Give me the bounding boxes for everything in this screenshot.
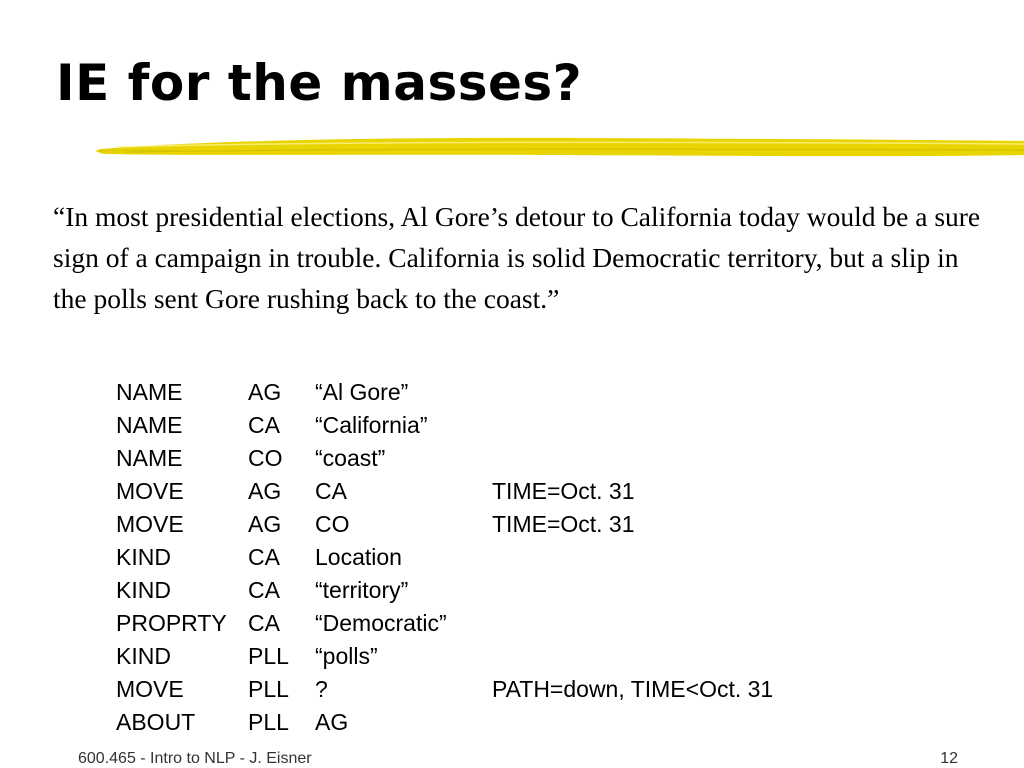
fact-arg2: Location	[315, 544, 402, 570]
fact-row	[116, 442, 852, 475]
fact-arg1: CA	[248, 577, 280, 603]
fact-relation: ABOUT	[116, 709, 196, 735]
fact-relation: KIND	[116, 577, 171, 603]
fact-row	[116, 607, 852, 640]
fact-row	[116, 376, 852, 409]
fact-attribute: TIME=Oct. 31	[492, 478, 635, 504]
highlighter-stroke	[96, 132, 1024, 162]
fact-relation: KIND	[116, 544, 171, 570]
fact-arg1: CA	[248, 544, 280, 570]
fact-row	[116, 574, 852, 607]
fact-arg1: CA	[248, 610, 280, 636]
fact-arg2: CO	[315, 511, 350, 537]
fact-row	[116, 541, 852, 574]
fact-row	[116, 475, 852, 508]
fact-relation: MOVE	[116, 676, 184, 702]
fact-attribute	[492, 541, 852, 574]
fact-arg1: AG	[248, 511, 282, 537]
fact-relation: NAME	[116, 445, 183, 471]
fact-arg1: AG	[248, 478, 282, 504]
fact-attribute	[492, 607, 852, 640]
fact-attribute	[492, 442, 852, 475]
fact-row	[116, 409, 852, 442]
fact-arg2: “polls”	[315, 643, 378, 669]
fact-arg2: CA	[315, 478, 347, 504]
fact-relation: KIND	[116, 643, 171, 669]
fact-relation: PROPRTY	[116, 610, 227, 636]
fact-arg1: AG	[248, 379, 282, 405]
fact-arg2: “coast”	[315, 445, 386, 471]
extracted-facts-table	[116, 376, 852, 739]
fact-relation: NAME	[116, 412, 183, 438]
fact-attribute: TIME=Oct. 31	[492, 511, 635, 537]
fact-arg2: AG	[315, 709, 349, 735]
fact-arg2: “Al Gore”	[315, 379, 409, 405]
fact-arg2: “territory”	[315, 577, 409, 603]
fact-arg1: PLL	[248, 676, 289, 702]
fact-arg1: PLL	[248, 709, 289, 735]
footer-course-label: 600.465 - Intro to NLP - J. Eisner	[78, 750, 312, 767]
fact-arg2: “Democratic”	[315, 610, 447, 636]
news-quote: “In most presidential elections, Al Gore’s detour to California today would be a sure sign of a campaign in trouble. California is solid Democratic territory, but a slip in the polls sent Gore rushing back to the coast.”	[53, 201, 981, 314]
fact-attribute	[492, 640, 852, 673]
fact-relation: MOVE	[116, 478, 184, 504]
fact-attribute: PATH=down, TIME<Oct. 31	[492, 676, 774, 702]
fact-attribute	[492, 409, 852, 442]
fact-arg2: “California”	[315, 412, 428, 438]
fact-row	[116, 508, 852, 541]
fact-arg1: PLL	[248, 643, 289, 669]
fact-attribute	[492, 376, 852, 409]
fact-row	[116, 706, 852, 739]
fact-relation: MOVE	[116, 511, 184, 537]
fact-arg1: CO	[248, 445, 283, 471]
fact-arg2: ?	[315, 676, 328, 702]
fact-attribute	[492, 574, 852, 607]
slide-title: IE for the masses?	[56, 54, 583, 112]
fact-arg1: CA	[248, 412, 280, 438]
fact-row	[116, 673, 852, 706]
fact-attribute	[492, 706, 852, 739]
fact-row	[116, 640, 852, 673]
fact-relation: NAME	[116, 379, 183, 405]
page-number: 12	[940, 750, 958, 767]
